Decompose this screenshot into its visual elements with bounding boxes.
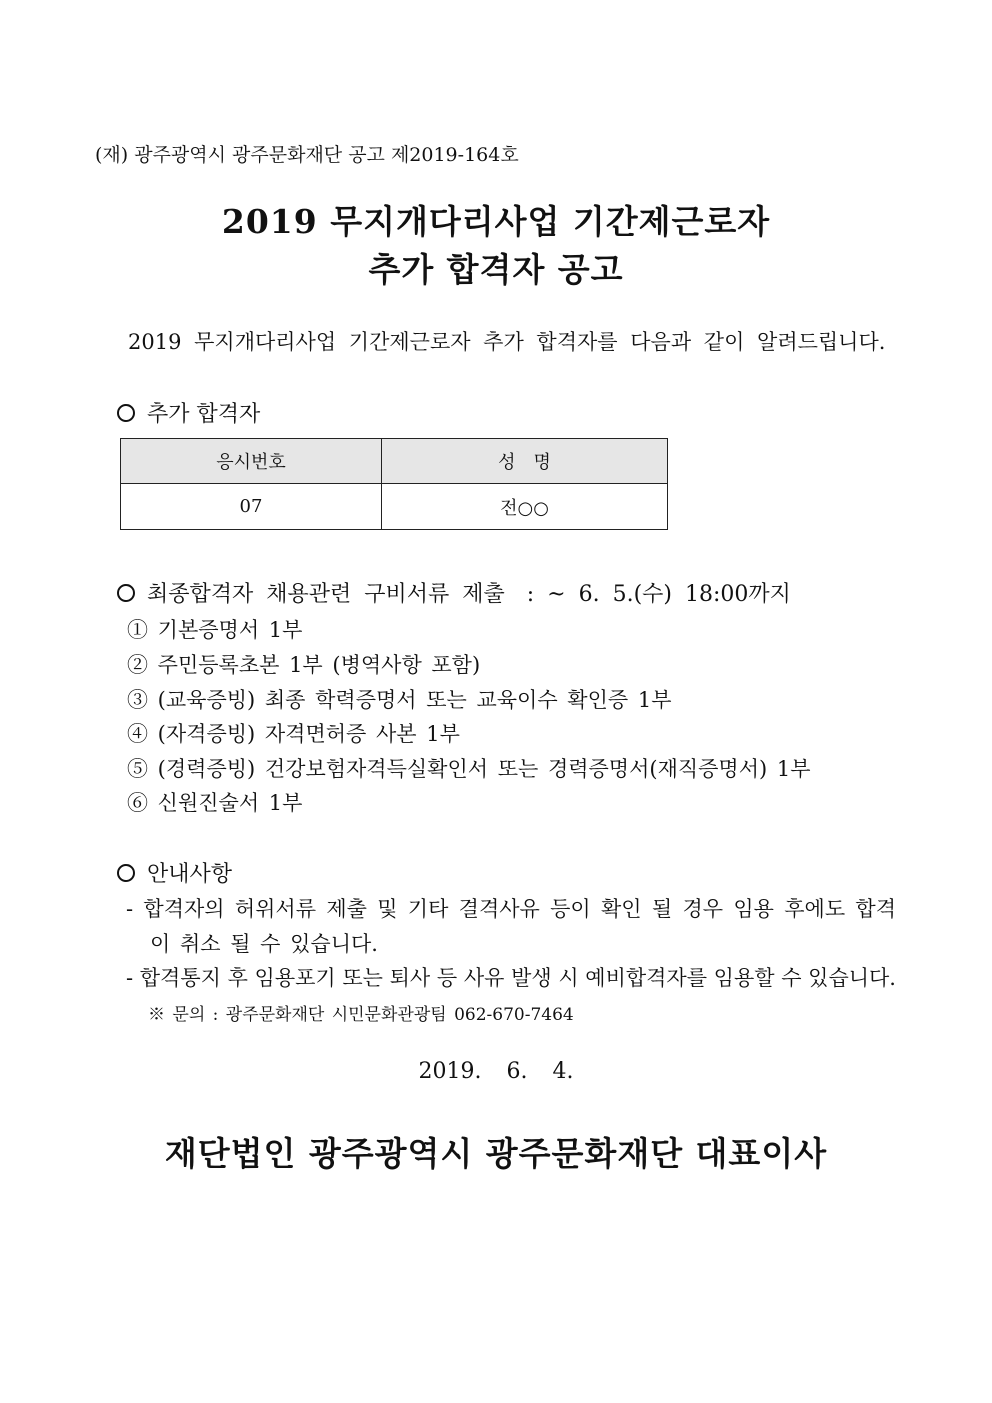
section-documents-heading [117, 577, 791, 608]
notice-number: (재) 광주광역시 광주문화재단 공고 제2019-164호 [95, 144, 519, 166]
circle-bullet-icon [117, 864, 135, 882]
document-item: ① 기본증명서 1부 [127, 618, 303, 642]
cell-name: 전○○ [382, 484, 668, 530]
signer-name: 재단법인 광주광역시 광주문화재단 대표이사 [164, 1134, 828, 1173]
guide-item-1: - 합격자의 허위서류 제출 및 기타 결격사유 등이 확인 될 경우 임용 후에도 합격 [126, 897, 896, 921]
document-title-line1: 2019 무지개다리사업 기간제근로자 [221, 202, 771, 241]
document-item: ② 주민등록초본 1부 (병역사항 포함) [127, 653, 481, 677]
circle-bullet-icon [117, 584, 135, 602]
document-item: ④ (자격증빙) 자격면허증 사본 1부 [127, 722, 460, 746]
guide-item-2: - 합격통지 후 임용포기 또는 퇴사 등 사유 발생 시 예비합격자를 임용할 수 있습니다. [126, 966, 896, 990]
section-documents-label: 최종합격자 채용관련 구비서류 제출 : ~ 6. 5.(수) 18:00까지 [147, 582, 791, 607]
table-header-row [121, 439, 668, 484]
table-row [121, 484, 668, 530]
results-table [120, 438, 668, 530]
header-name: 성 명 [382, 439, 668, 484]
section-guide-label: 안내사항 [147, 862, 233, 887]
document-title-line2: 추가 합격자 공고 [368, 250, 624, 289]
contact-info: ※ 문의 : 광주문화재단 시민문화관광팀 062-670-7464 [148, 1005, 574, 1025]
circle-bullet-icon [117, 404, 135, 422]
document-item: ⑤ (경력증빙) 건강보험자격득실확인서 또는 경력증명서(재직증명서) 1부 [127, 757, 811, 781]
header-exam-number: 응시번호 [121, 439, 382, 484]
guide-item-1-continued: 이 취소 될 수 있습니다. [150, 932, 378, 956]
cell-exam-number: 07 [121, 484, 382, 530]
section-results-heading [117, 397, 260, 428]
section-results-label: 추가 합격자 [147, 402, 261, 427]
document-item: ⑥ 신원진술서 1부 [127, 791, 303, 815]
document-item: ③ (교육증빙) 최종 학력증명서 또는 교육이수 확인증 1부 [127, 688, 672, 712]
intro-text: 2019 무지개다리사업 기간제근로자 추가 합격자를 다음과 같이 알려드립니다. [128, 330, 886, 354]
notice-date: 2019. 6. 4. [418, 1059, 574, 1084]
section-guide-heading [117, 857, 232, 888]
